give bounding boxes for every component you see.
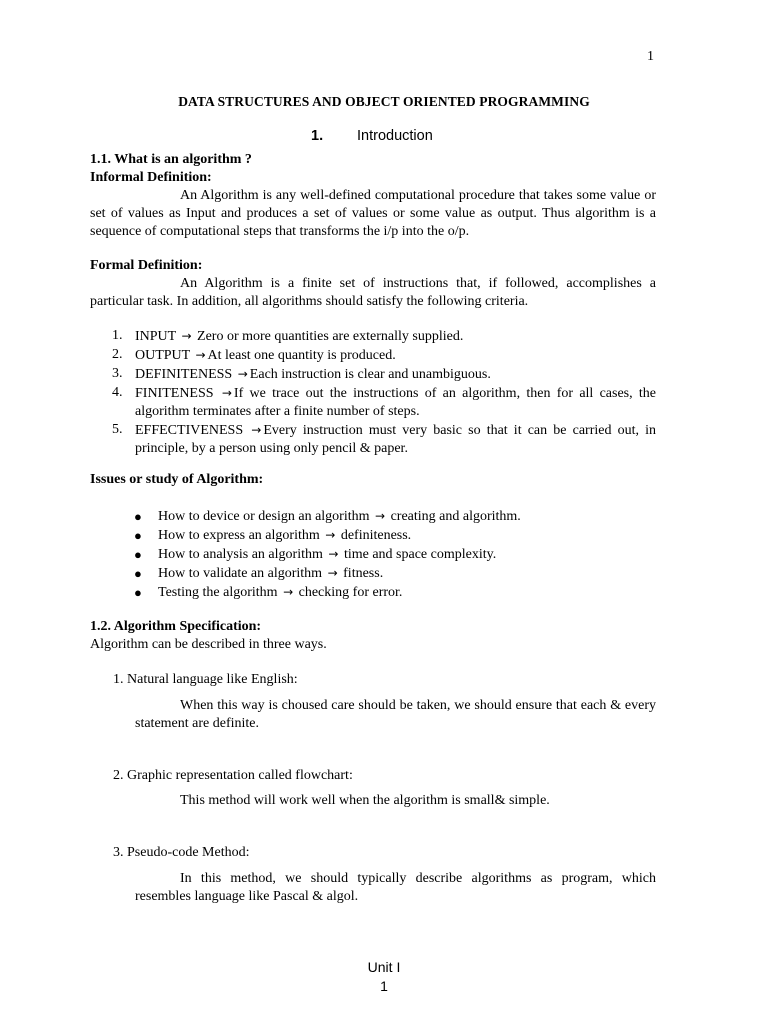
bullet-icon: ●: [134, 566, 142, 581]
issues-list: [90, 507, 656, 602]
criteria-list: [90, 327, 656, 458]
list-item: ● How to validate an algorithm → fitness.: [134, 566, 384, 581]
way-3-text: In this method, we should typically describe algorithms as program, which resembles language like Pascal & algol.: [135, 871, 656, 904]
way-1-text: When this way is choused care should be taken, we should ensure that each & every statement are definite.: [135, 698, 656, 731]
document-title: DATA STRUCTURES AND OBJECT ORIENTED PROGRAMMING: [178, 94, 590, 109]
list-item: ● How to analysis an algorithm → time and space complexity.: [134, 547, 497, 562]
list-item: 4. FINITENESS → If we trace out the instructions of an algorithm, then for all cases, the algorithm terminates after a finite number of steps.: [112, 385, 656, 419]
list-item: ● How to express an algorithm → definiteness.: [134, 528, 412, 543]
bullet-icon: ●: [134, 528, 142, 543]
list-item: 5. EFFECTIVENESS → Every instruction must very basic so that it can be carried out, in principle, by a person using only pencil & paper.: [112, 422, 656, 456]
list-item: 2. OUTPUT → At least one quantity is produced.: [112, 347, 396, 363]
list-item: 1. INPUT → Zero or more quantities are externally supplied.: [112, 328, 464, 344]
arrow-icon: →: [221, 386, 232, 400]
formal-definition-heading: Formal Definition:: [90, 258, 203, 273]
section-heading-introduction: [311, 127, 433, 145]
subsection-heading: 1.2. Algorithm Specification:: [90, 619, 262, 634]
formal-definition-text: An Algorithm is a finite set of instructions that, if followed, accomplishes a particular task. In addition, all algorithms should satisfy the following criteria.: [90, 276, 656, 309]
arrow-icon: →: [195, 348, 206, 362]
issues-heading: Issues or study of Algorithm:: [90, 472, 264, 487]
section-number: 1.: [311, 128, 324, 144]
arrow-icon: →: [328, 547, 339, 561]
way-3-label: 3. Pseudo-code Method:: [113, 845, 250, 860]
bullet-icon: ●: [134, 547, 142, 562]
page-number-top: 1: [647, 49, 654, 64]
arrow-icon: →: [375, 509, 386, 523]
list-item: ● Testing the algorithm → checking for error.: [134, 585, 403, 600]
bullet-icon: ●: [134, 585, 142, 600]
list-item: 3. DEFINITENESS → Each instruction is clear and unambiguous.: [112, 366, 491, 382]
section-label: Introduction: [357, 128, 433, 144]
informal-definition-heading: Informal Definition:: [90, 170, 212, 185]
arrow-icon: →: [327, 566, 338, 580]
way-1-label: 1. Natural language like English:: [113, 672, 298, 687]
arrow-icon: →: [181, 329, 192, 343]
page-number-bottom: 1: [380, 978, 388, 994]
way-2-text: This method will work well when the algorithm is small& simple.: [180, 793, 550, 808]
arrow-icon: →: [283, 585, 294, 599]
section-intro-text: Algorithm can be described in three ways.: [90, 637, 327, 652]
section-1-2: [90, 618, 656, 654]
arrow-icon: →: [325, 528, 336, 542]
list-item: ● How to device or design an algorithm → creating and algorithm.: [134, 509, 521, 524]
footer-unit: Unit I: [367, 959, 401, 975]
arrow-icon: →: [237, 367, 248, 381]
formal-definition: [90, 257, 656, 311]
arrow-icon: →: [251, 423, 262, 437]
subsection-heading: 1.1. What is an algorithm ?: [90, 152, 252, 167]
section-1-1: [90, 151, 656, 241]
informal-definition-text: An Algorithm is any well-defined computational procedure that takes some value or set of values as Input and produces a set of values or some value as output. Thus algorithm is a sequence of computational steps that transforms the i/p into the o/p.: [90, 188, 656, 239]
bullet-icon: ●: [134, 509, 142, 524]
way-2-label: 2. Graphic representation called flowchart:: [113, 768, 353, 783]
